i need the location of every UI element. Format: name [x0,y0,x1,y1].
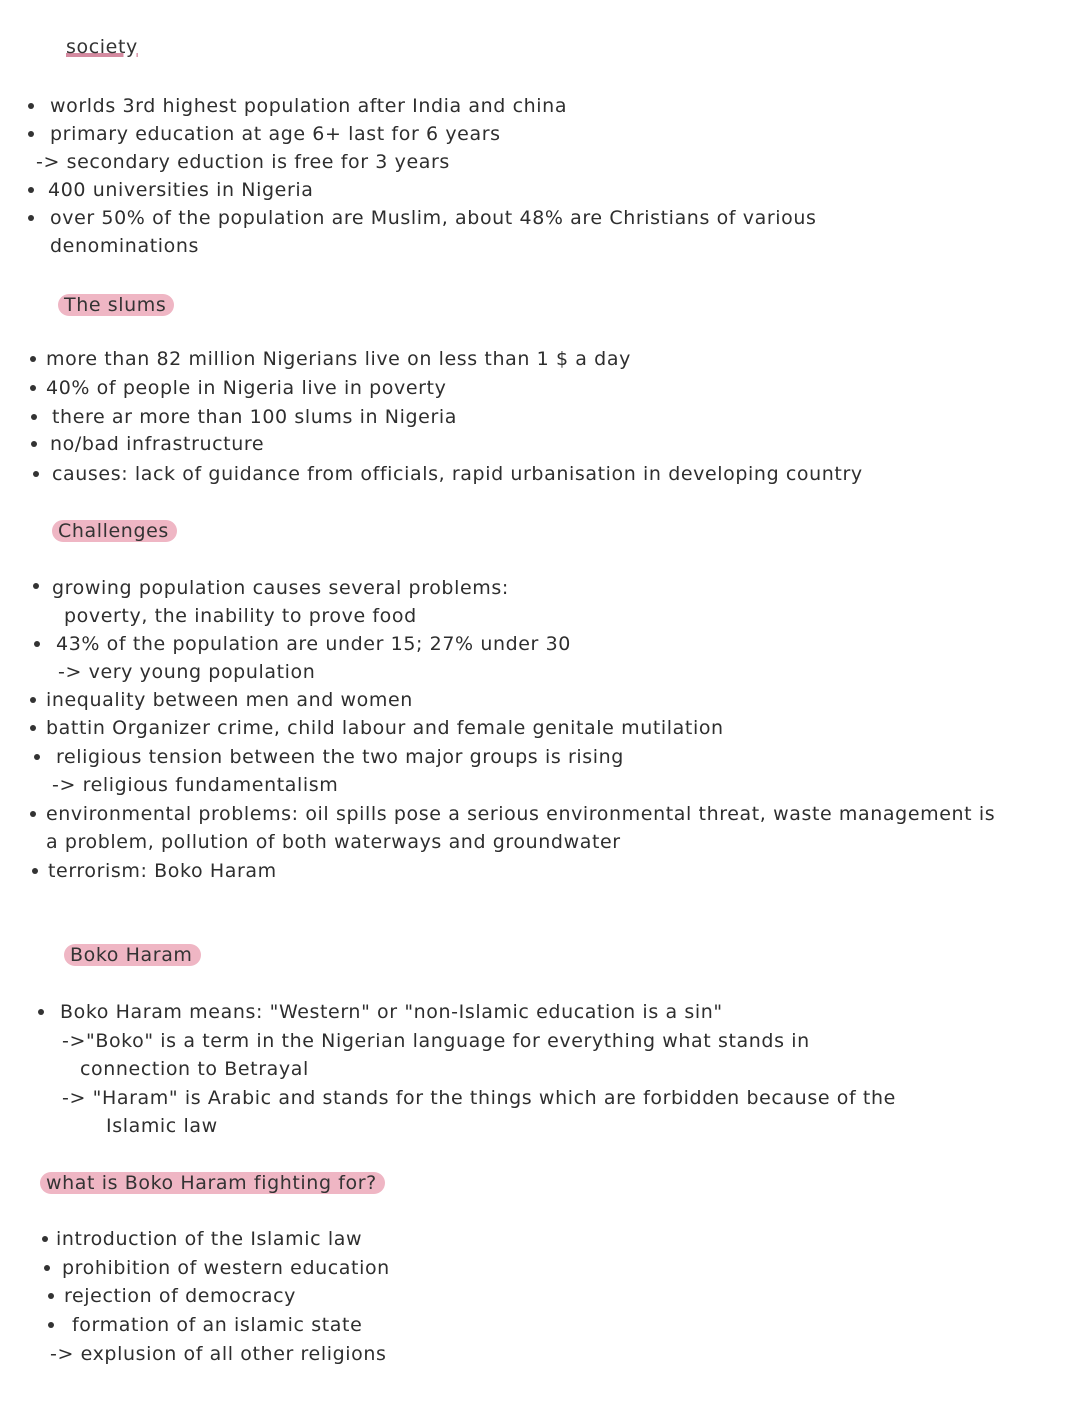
challenges-item-5-cont: -> religious fundamentalism [52,774,339,796]
bullet [38,1009,44,1015]
boko-item-1: Boko Haram means: "Western" or "non-Islamic education is a sin" [60,1001,723,1023]
slums-item-2: 40% of people in Nigeria live in poverty [46,377,447,399]
society-item-5-cont: denominations [50,235,199,257]
challenges-item-6: environmental problems: oil spills pose a serious environmental threat, waste management is [46,803,996,825]
fighting-heading: what is Boko Haram fighting for? [40,1172,385,1194]
fighting-item-1: introduction of the Islamic law [56,1228,363,1250]
society-item-4: 400 universities in Nigeria [48,179,314,201]
challenges-item-7: terrorism: Boko Haram [48,860,277,882]
bullet [33,583,39,589]
challenges-item-5: religious tension between the two major groups is rising [56,746,624,768]
boko-heading: Boko Haram [64,944,201,966]
bullet [30,725,36,731]
bullet [31,414,37,420]
bullet [30,811,36,817]
society-item-3: -> secondary eduction is free for 3 years [36,151,450,173]
fighting-item-3: rejection of democracy [64,1285,296,1307]
fighting-item-4: formation of an islamic state [72,1314,363,1336]
bullet [31,441,37,447]
challenges-item-1-cont: poverty, the inability to prove food [64,605,417,627]
challenges-item-1: growing population causes several problems: [52,577,509,599]
society-heading: society [66,36,138,58]
society-item-5: over 50% of the population are Muslim, about 48% are Christians of various [50,207,817,229]
slums-item-3: there ar more than 100 slums in Nigeria [52,406,457,428]
challenges-item-2: 43% of the population are under 15; 27% under 30 [56,633,571,655]
bullet [30,356,36,362]
bullet [28,131,34,137]
bullet [28,103,34,109]
bullet [34,754,40,760]
challenges-item-4: battin Organizer crime, child labour and female genitale mutilation [46,717,724,739]
slums-heading: The slums [58,294,174,316]
slums-item-1: more than 82 million Nigerians live on less than 1 $ a day [46,348,631,370]
bullet [28,215,34,221]
society-item-1: worlds 3rd highest population after India and china [50,95,568,117]
bullet [33,471,39,477]
bullet [30,385,36,391]
challenges-item-2-cont: -> very young population [58,661,316,683]
bullet [44,1265,50,1271]
bullet [34,641,40,647]
bullet [30,697,36,703]
society-item-2: primary education at age 6+ last for 6 years [50,123,501,145]
challenges-item-6-cont: a problem, pollution of both waterways and groundwater [46,831,621,853]
slums-item-4: no/bad infrastructure [50,433,265,455]
bullet [32,868,38,874]
challenges-item-3: inequality between men and women [46,689,413,711]
bullet [42,1236,48,1242]
bullet [48,1293,54,1299]
boko-item-2-cont: connection to Betrayal [80,1058,309,1080]
fighting-item-2: prohibition of western education [62,1257,390,1279]
slums-item-5: causes: lack of guidance from officials, rapid urbanisation in developing country [52,463,863,485]
boko-item-2: ->"Boko" is a term in the Nigerian language for everything what stands in [62,1030,810,1052]
bullet [28,187,34,193]
bullet [48,1322,54,1328]
boko-item-3-cont: Islamic law [106,1115,218,1137]
fighting-item-4-cont: -> explusion of all other religions [50,1343,387,1365]
boko-item-3: -> "Haram" is Arabic and stands for the things which are forbidden because of the [62,1087,896,1109]
challenges-heading: Challenges [52,520,177,542]
